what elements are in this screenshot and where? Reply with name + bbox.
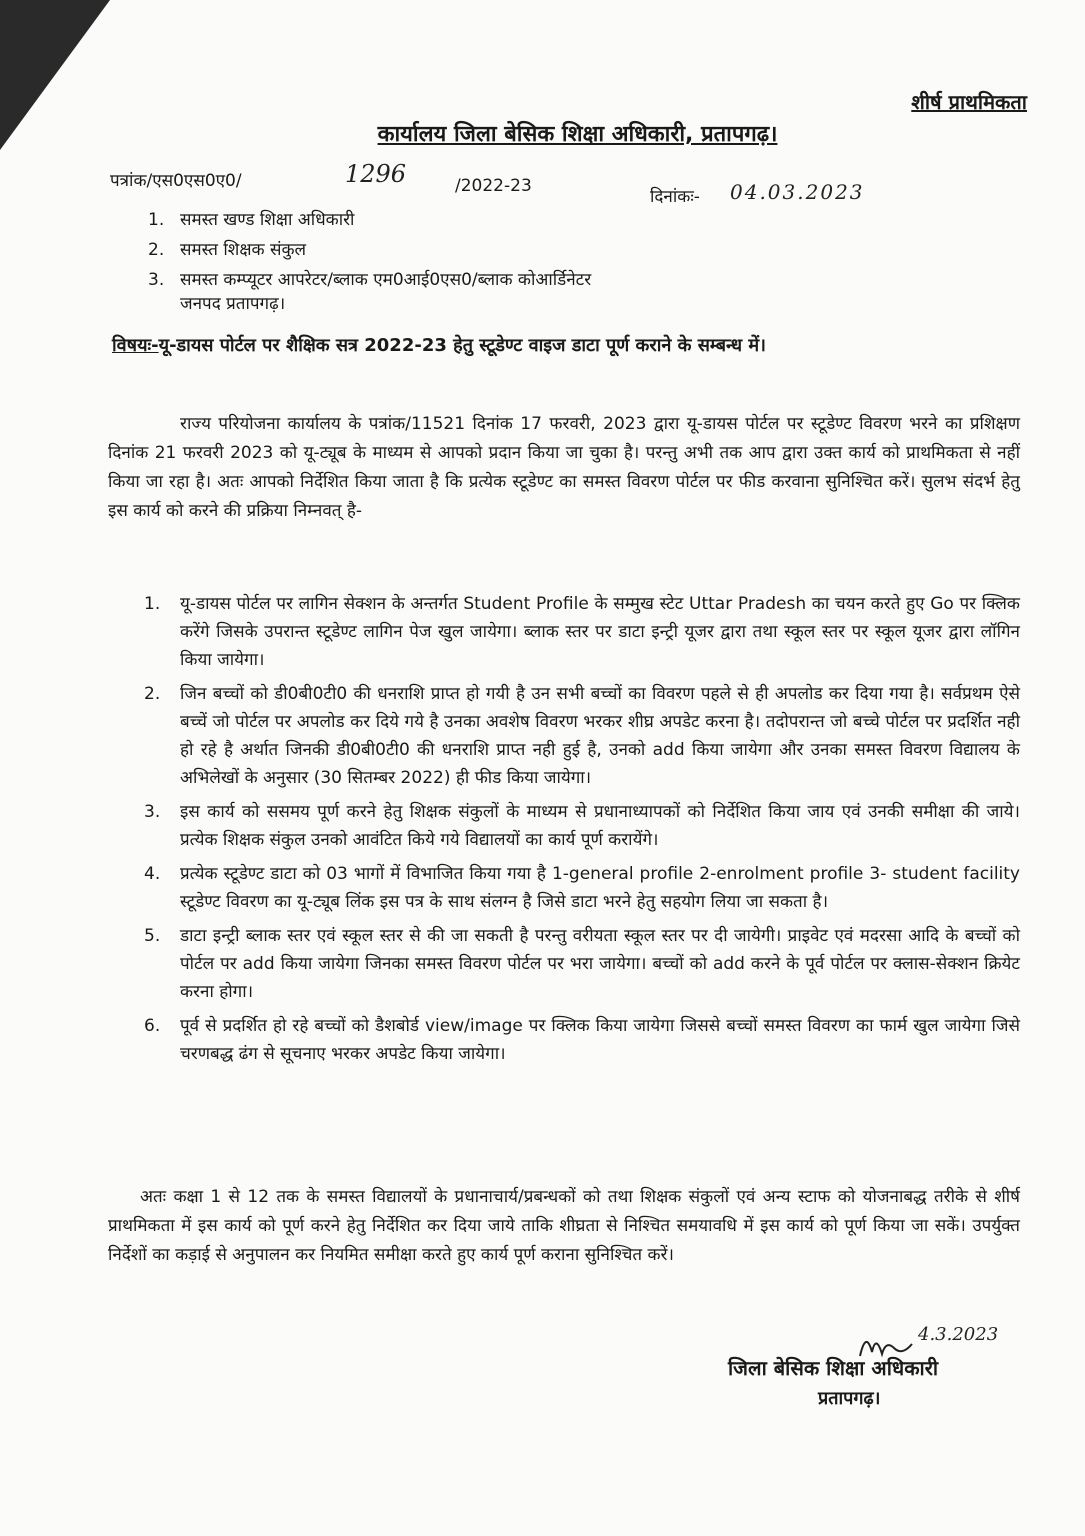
list-item-text: यू-डायस पोर्टल पर लागिन सेक्शन के अन्तर्गत Student Profile के सम्मुख स्टेट Uttar Pradesh का चयन करते हुए Go पर क्लिक करेंगे जिसके उपरान्त स्टूडेण्ट लागिन पेज खुल जायेगा। ब्लाक स्तर पर डाटा इन्ट्री यूजर द्वारा तथा स्कूल स्तर पर स्कूल यूजर द्वारा लॉगिन किया जायेगा। — [180, 594, 1020, 670]
addressee-item — [148, 235, 968, 265]
list-item-number: 6. — [144, 1016, 161, 1036]
office-heading-text: कार्यालय जिला बेसिक शिक्षा अधिकारी, प्रतापगढ़। — [377, 122, 778, 147]
list-item — [144, 798, 1020, 854]
list-item — [144, 1012, 1020, 1068]
list-item — [144, 922, 1020, 1006]
addressee-number: 3. — [148, 270, 165, 290]
list-item — [144, 590, 1020, 674]
list-item-text: डाटा इन्ट्री ब्लाक स्तर एवं स्कूल स्तर से की जा सकती है परन्तु वरीयता स्कूल स्तर पर दी जायेगी। प्राइवेट एवं मदरसा आदि के बच्चों को पोर्टल पर add किया जायेगा जिनका समस्त विवरण पोर्टल पर भरा जायेगा। बच्चों को add करने के पूर्व पोर्टल पर क्लास-सेक्शन क्रियेट करना होगा। — [180, 926, 1020, 1002]
list-item-number: 1. — [144, 594, 161, 614]
date-value: 04.03.2023 — [730, 180, 865, 204]
subject-text: यू-डायस पोर्टल पर शैक्षिक सत्र 2022-23 हेतु स्टूडेण्ट वाइज डाटा पूर्ण कराने के सम्बन्ध में। — [158, 335, 766, 356]
list-item-number: 5. — [144, 926, 161, 946]
intro-paragraph: राज्य परियोजना कार्यालय के पत्रांक/11521 दिनांक 17 फरवरी, 2023 द्वारा यू-डायस पोर्टल पर स्टूडेण्ट विवरण भरने का प्रशिक्षण दिनांक 21 फरवरी 2023 को यू-ट्यूब के माध्यम से आपको प्रदान किया जा चुका है। परन्तु अभी तक आप द्वारा उक्त कार्य को प्राथमिकता से नहीं किया जा रहा है। अतः आपको निर्देशित किया जाता है कि प्रत्येक स्टूडेण्ट का समस्त विवरण पोर्टल पर फीड करवाना सुनिश्चित करें। सुलभ संदर्भ हेतु इस कार्य को करने की प्रक्रिया निम्नवत् है- — [108, 414, 1020, 521]
addressee-district: जनपद प्रतापगढ़। — [180, 294, 286, 314]
list-item-number: 4. — [144, 864, 161, 884]
list-item — [144, 680, 1020, 792]
date-label: दिनांकः- — [650, 187, 700, 207]
addressee-item — [148, 205, 968, 235]
addressee-text: समस्त शिक्षक संकुल — [180, 240, 307, 260]
reference-number: 1296 — [345, 160, 407, 188]
signature-place: प्रतापगढ़। — [818, 1388, 881, 1409]
closing-paragraph: अतः कक्षा 1 से 12 तक के समस्त विद्यालयों के प्रधानाचार्य/प्रबन्धकों को तथा शिक्षक संकुलों एवं अन्य स्टाफ को योजनाबद्ध तरीके से शीर्ष प्राथमिकता में इस कार्य को पूर्ण करने हेतु निर्देशित कर दिया जाये ताकि शीघ्रता से निश्चित समयावधि में इस कार्य को पूर्ण किया जा सकें। उपर्युक्त निर्देशों का कड़ाई से अनुपालन कर नियमित समीक्षा करते हुए कार्य पूर्ण कराना सुनिश्चित करें। — [108, 1187, 1020, 1265]
subject-label: विषयः- — [112, 335, 159, 356]
addressee-list — [148, 205, 968, 319]
addressee-text: समस्त खण्ड शिक्षा अधिकारी — [180, 210, 355, 230]
list-item-text: पूर्व से प्रदर्शित हो रहे बच्चों को डैशबोर्ड view/image पर क्लिक किया जायेगा जिससे बच्चों समस्त विवरण का फार्म खुल जायेगा जिसे चरणबद्ध ढंग से सूचनाए भरकर अपडेट किया जायेगा। — [180, 1016, 1020, 1064]
addressee-text: समस्त कम्प्यूटर आपरेटर/ब्लाक एम0आई0एस0/ब्लाक कोआर्डिनेटर — [180, 270, 592, 290]
instruction-list — [144, 590, 1020, 1074]
list-item-number: 3. — [144, 802, 161, 822]
list-item — [144, 860, 1020, 916]
subject-line — [112, 332, 992, 360]
reference-year: /2022-23 — [455, 176, 532, 196]
addressee-number: 2. — [148, 240, 165, 260]
list-item-text: जिन बच्चों को डी0बी0टी0 की धनराशि प्राप्त हो गयी है उन सभी बच्चों का विवरण पहले से ही अपलोड कर दिया गया है। सर्वप्रथम ऐसे बच्चें जो पोर्टल पर अपलोड कर दिये गये है उनका अवशेष विवरण भरकर शीघ्र अपडेट करना है। तदोपरान्त जो बच्चे पोर्टल पर प्रदर्शित नही हो रहे है अर्थात जिनकी डी0बी0टी0 की धनराशि प्राप्त नही हुई है, उनको add किया जायेगा और उनका समस्त विवरण विद्यालय के अभिलेखों के अनुसार (30 सितम्बर 2022) ही फीड किया जायेगा। — [180, 684, 1020, 788]
list-item-number: 2. — [144, 684, 161, 704]
signature-date: 4.3.2023 — [918, 1324, 999, 1345]
priority-mark: शीर्ष प्राथमिकता — [911, 90, 1027, 114]
list-item-text: इस कार्य को ससमय पूर्ण करने हेतु शिक्षक संकुलों के माध्यम से प्रधानाध्यापकों को निर्देशित किया जाय एवं उनकी समीक्षा की जाये। प्रत्येक शिक्षक संकुल उनको आवंटित किये गये विद्यालयों का कार्य पूर्ण करायेंगे। — [180, 802, 1020, 850]
office-heading — [0, 118, 1085, 148]
list-item-text: प्रत्येक स्टूडेण्ट डाटा को 03 भागों में विभाजित किया गया है 1-general profile 2-enrolment profile 3- student facility स्टूडेण्ट विवरण का यू-ट्यूब लिंक इस पत्र के साथ संलग्न है जिसे डाटा भरने हेतु सहयोग लिया जा सकता है। — [180, 864, 1020, 912]
reference-line — [110, 160, 1010, 207]
reference-label: पत्रांक/एस0एस0ए0/ — [110, 171, 242, 191]
addressee-number: 1. — [148, 210, 165, 230]
signature-designation: जिला बेसिक शिक्षा अधिकारी — [728, 1356, 939, 1380]
